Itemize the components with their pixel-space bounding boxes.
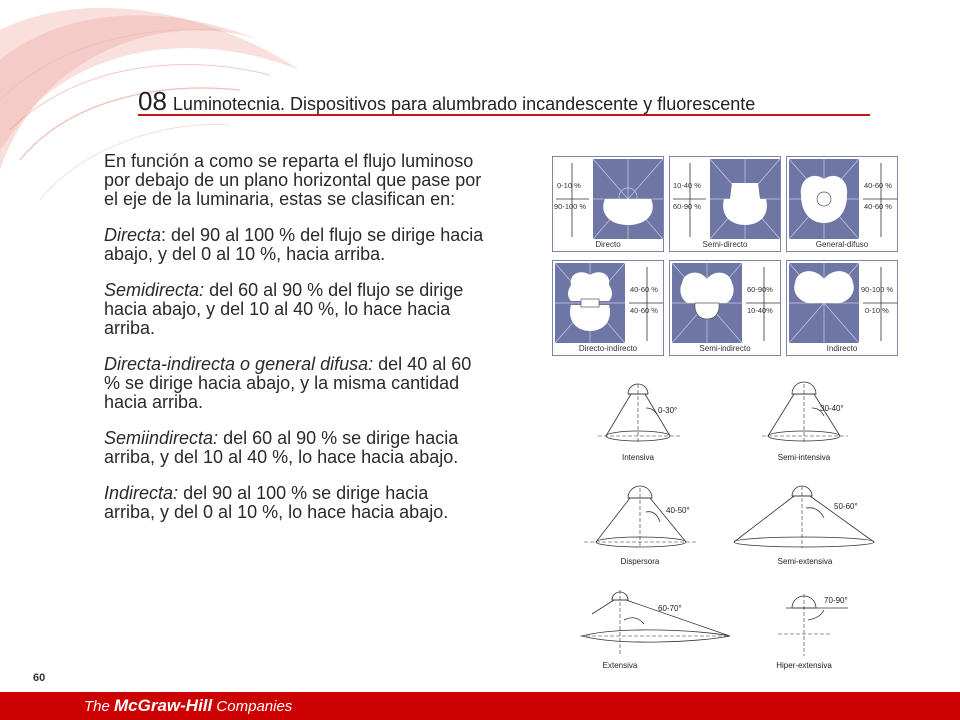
luminaire-distribution-diagram bbox=[552, 156, 900, 356]
distribution-cell-semi-indirecto bbox=[669, 260, 781, 356]
distribution-cell-directo-indirecto bbox=[552, 260, 664, 356]
cell-label: Directo bbox=[595, 240, 621, 249]
page-number: 60 bbox=[33, 672, 46, 684]
item-text: del 40 al 60 % se dirige hacia abajo, y la misma cantidad hacia arriba. bbox=[104, 354, 472, 412]
beam-item-intensiva bbox=[580, 378, 730, 476]
beam-item-extensiva bbox=[580, 586, 730, 684]
item-text: del 90 al 100 % del flujo se dirige hacia abajo, y del 0 al 10 %, hacia arriba. bbox=[104, 225, 484, 264]
intro-paragraph: En función a como se reparta el flujo luminoso por debajo de un plano horizontal que pase por el eje de la luminaria, estas se clasifican en: bbox=[104, 151, 482, 209]
beam-angle: 50-60° bbox=[834, 502, 858, 511]
beam-angle: 0-30° bbox=[658, 406, 678, 415]
item-text: del 90 al 100 % se dirige hacia arriba, y del 0 al 10 %, lo hace hacia abajo. bbox=[104, 483, 449, 522]
beam-angle: 60-70° bbox=[658, 604, 682, 613]
beam-label: Extensiva bbox=[602, 661, 638, 670]
distribution-cell-directo bbox=[552, 156, 664, 252]
brand-name: McGraw-Hill bbox=[114, 696, 213, 715]
lower-percentage: 60-90 % bbox=[673, 202, 701, 211]
item-term: Directa bbox=[104, 225, 162, 245]
cell-label: General-difuso bbox=[815, 240, 869, 249]
lower-percentage: 10-40% bbox=[747, 306, 773, 315]
slide-title bbox=[138, 86, 870, 116]
upper-percentage: 40-60 % bbox=[630, 285, 658, 294]
beam-item-hiper-extensiva bbox=[748, 586, 898, 684]
distribution-cell-indirecto bbox=[786, 260, 898, 356]
cell-label: Directo-indirecto bbox=[578, 344, 638, 353]
lower-percentage: 40-60 % bbox=[864, 202, 892, 211]
item-term: Indirecta: bbox=[104, 483, 179, 503]
beam-item-dispersora bbox=[580, 482, 730, 580]
item-separator: : bbox=[161, 225, 172, 245]
cell-label: Semi-indirecto bbox=[699, 344, 751, 353]
upper-percentage: 40-60 % bbox=[864, 181, 892, 190]
chapter-number: 08 bbox=[138, 86, 167, 116]
beam-item-semi-extensiva bbox=[730, 482, 880, 580]
lower-percentage: 40-60 % bbox=[630, 306, 658, 315]
publisher-logo bbox=[84, 696, 292, 716]
upper-percentage: 0-10 % bbox=[557, 181, 581, 190]
brand-prefix: The bbox=[84, 698, 115, 715]
item-text: del 60 al 90 % se dirige hacia arriba, y del 10 al 40 %, lo hace hacia abajo. bbox=[104, 428, 459, 467]
beam-item-semi-intensiva bbox=[748, 378, 898, 476]
footer-bar bbox=[0, 692, 960, 720]
beam-label: Semi-extensiva bbox=[777, 557, 833, 566]
distribution-cell-semi-directo bbox=[669, 156, 781, 252]
beam-label: Intensiva bbox=[621, 453, 655, 462]
body-text bbox=[104, 152, 484, 539]
upper-percentage: 60-90% bbox=[747, 285, 773, 294]
list-item bbox=[104, 429, 484, 467]
item-term: Directa-indirecta o general difusa: bbox=[104, 354, 374, 374]
beam-label: Semi-intensiva bbox=[777, 453, 831, 462]
lower-percentage: 90-100 % bbox=[554, 202, 587, 211]
beam-angle: 70-90° bbox=[824, 596, 848, 605]
upper-percentage: 90-100 % bbox=[861, 285, 894, 294]
list-item bbox=[104, 355, 484, 412]
list-item bbox=[104, 484, 484, 522]
beam-angle: 40-50° bbox=[666, 506, 690, 515]
beam-angle: 30-40° bbox=[820, 404, 844, 413]
cell-label: Indirecto bbox=[826, 344, 858, 353]
beam-spread-diagram bbox=[580, 378, 900, 708]
chapter-title: Luminotecnia. Dispositivos para alumbrado incandescente y fluorescente bbox=[172, 94, 756, 114]
item-text: del 60 al 90 % del flujo se dirige hacia abajo, y del 10 al 40 %, lo hace hacia arriba. bbox=[104, 280, 464, 338]
list-item bbox=[104, 226, 484, 264]
lower-percentage: 0-10 % bbox=[865, 306, 889, 315]
distribution-cell-general-difuso bbox=[786, 156, 898, 252]
item-term: Semiindirecta: bbox=[104, 428, 219, 448]
cell-label: Semi-directo bbox=[702, 240, 748, 249]
brand-suffix: Companies bbox=[212, 698, 293, 715]
item-term: Semidirecta: bbox=[104, 280, 205, 300]
beam-label: Dispersora bbox=[620, 557, 660, 566]
list-item bbox=[104, 281, 484, 338]
beam-label: Hiper-extensiva bbox=[776, 661, 832, 670]
upper-percentage: 10-40 % bbox=[673, 181, 701, 190]
